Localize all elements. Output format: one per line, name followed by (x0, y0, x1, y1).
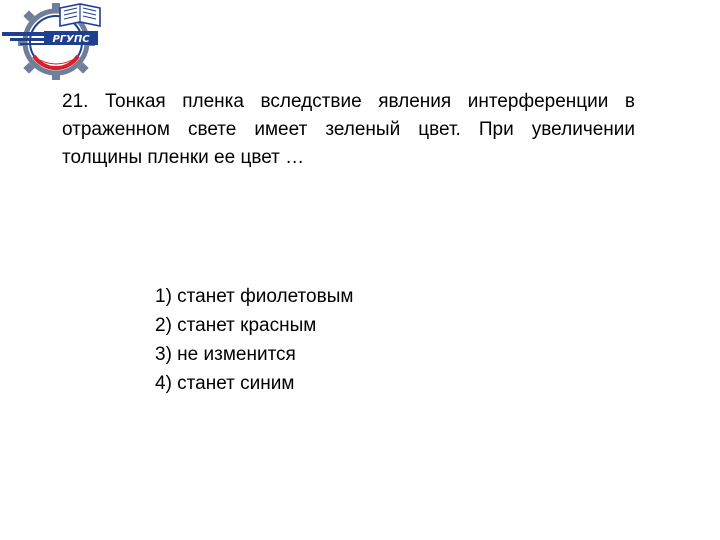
university-logo-icon (0, 0, 106, 80)
answer-option-1[interactable]: 1) станет фиолетовым (155, 286, 354, 307)
answer-option-3[interactable]: 3) не изменится (155, 344, 296, 365)
answer-options-list (155, 282, 353, 398)
answer-option-4[interactable]: 4) станет синим (155, 373, 295, 394)
question-text: 21. Тонкая пленка вследствие явления интерференции в отраженном свете имеет зеленый цвет. При увеличении толщины пленки ее цвет … (62, 91, 635, 168)
answer-option-2[interactable]: 2) станет красным (155, 315, 317, 336)
logo-text: РГУПС (52, 34, 90, 45)
